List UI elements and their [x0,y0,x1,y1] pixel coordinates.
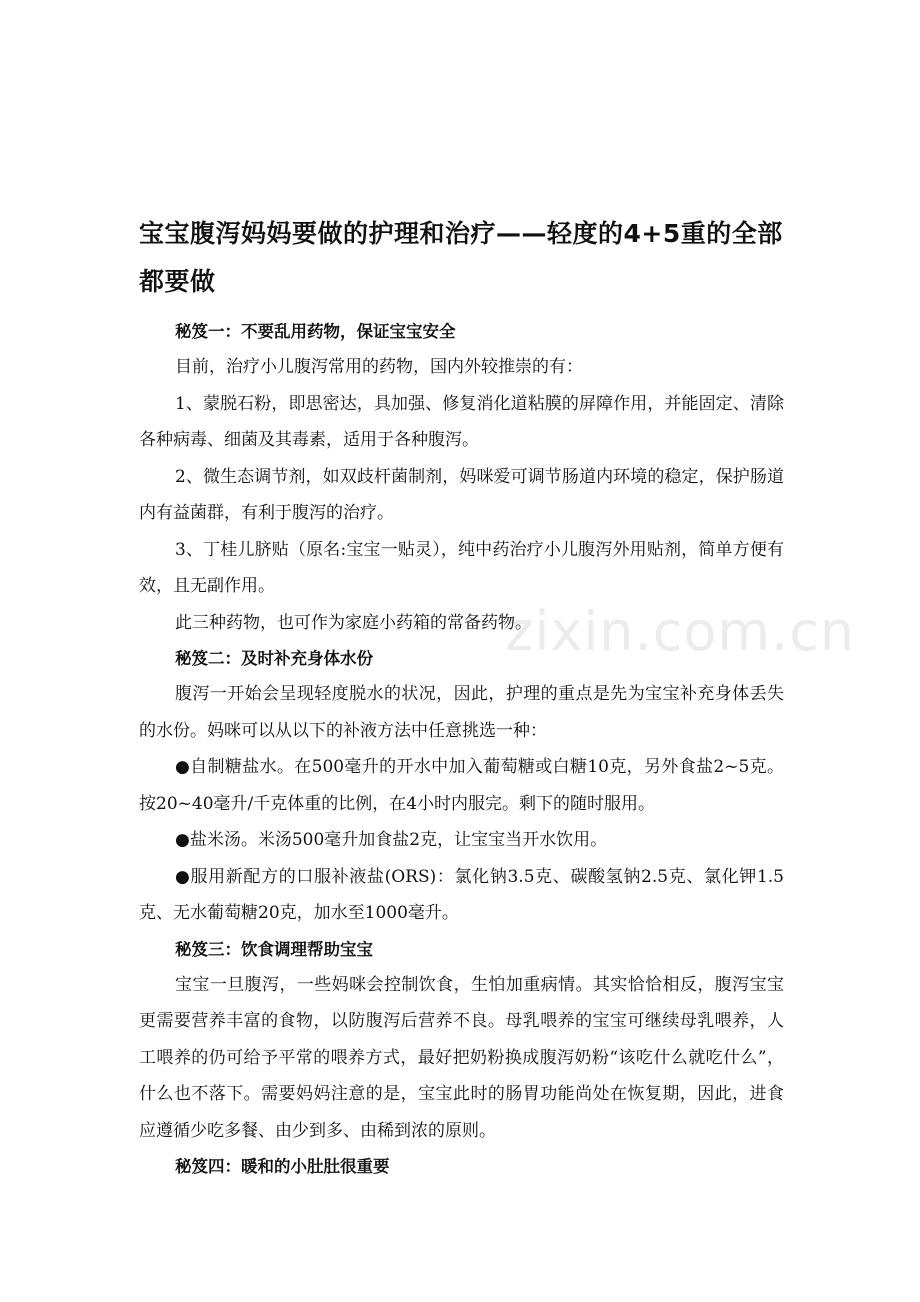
paragraph: 此三种药物，也可作为家庭小药箱的常备药物。 [175,612,532,633]
section-heading: 秘笈三：饮食调理帮助宝宝 [175,939,373,959]
paragraph: 腹泻一开始会呈现轻度脱水的状况，因此，护理的重点是先为宝宝补充身体丢失的水份。妈咪可以从以下的补液方法中任意挑选一种： [139,684,784,741]
bullet-item: ●服用新配方的口服补液盐(ORS)：氯化钠3.5克、碳酸氢钠2.5克、氯化钾1.5克、无水葡萄糖20克，加水至1000毫升。 [139,866,784,923]
section-3 [139,932,784,1150]
paragraph: 2、微生态调节剂，如双歧杆菌制剂，妈咪爱可调节肠道内环境的稳定，保护肠道内有益菌群，有利于腹泻的治疗。 [139,466,784,523]
document-body [139,210,784,1184]
paragraph: 3、丁桂儿脐贴（原名:宝宝一贴灵），纯中药治疗小儿腹泻外用贴剂，简单方便有效，且无副作用。 [139,539,784,596]
section-heading: 秘笈二：及时补充身体水份 [175,649,373,668]
section-heading: 秘笈一：不要乱用药物，保证宝宝安全 [175,322,456,341]
bullet-item: ●盐米汤。米汤500毫升加食盐2克，让宝宝当开水饮用。 [175,830,608,850]
section-4 [139,1149,784,1184]
paragraph: 宝宝一旦腹泻，一些妈咪会控制饮食，生怕加重病情。其实恰恰相反，腹泻宝宝更需要营养丰富的食物，以防腹泻后营养不良。母乳喂养的宝宝可继续母乳喂养，人工喂养的仍可给予平常的喂养方式，最好把奶粉换成腹泻奶粉“该吃什么就吃什么”，什么也不落下。需要妈妈注意的是，宝宝此时的肠胃功能尚处在恢复期，因此，进食应遵循少吃多餐、由少到多、由稀到浓的原则。 [139,974,784,1141]
paragraph: 1、蒙脱石粉，即思密达，具加强、修复消化道粘膜的屏障作用，并能固定、清除各种病毒、细菌及其毒素，适用于各种腹泻。 [139,393,784,450]
document-title: 宝宝腹泻妈妈要做的护理和治疗——轻度的4+5重的全部都要做 [139,219,783,296]
watermark: zixin.com.cn [505,600,856,663]
bullet-item: ●自制糖盐水。在500毫升的开水中加入葡萄糖或白糖10克，另外食盐2~5克。按20~40毫升/千克体重的比例，在4小时内服完。剩下的随时服用。 [139,757,784,814]
section-2 [139,641,784,932]
paragraph: 目前，治疗小儿腹泻常用的药物，国内外较推崇的有： [175,357,583,377]
section-heading: 秘笈四：暖和的小肚肚很重要 [175,1157,390,1176]
section-1 [139,314,784,641]
